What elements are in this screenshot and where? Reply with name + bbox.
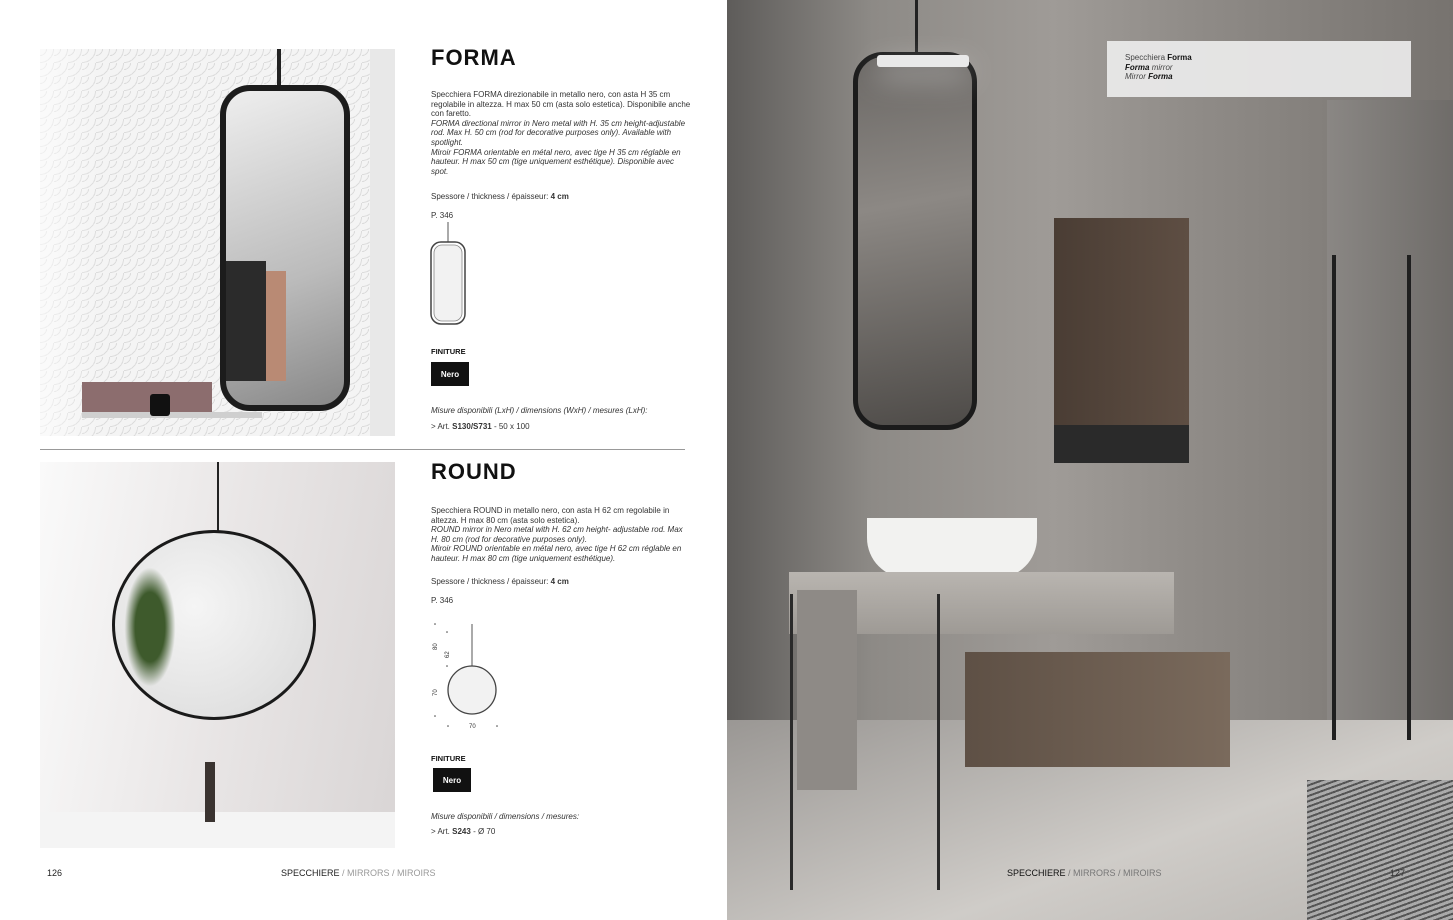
- caption-text-bold: Forma: [1148, 72, 1173, 82]
- dim-width: 70: [469, 724, 476, 730]
- section-name: SPECCHIERE: [1007, 868, 1066, 878]
- section-footer-right: [1007, 868, 1162, 878]
- round-description: [431, 506, 691, 564]
- forma-finish-swatch-nero: Nero: [431, 362, 469, 386]
- caption-line-1: [1125, 53, 1393, 63]
- forma-article: [431, 422, 530, 431]
- bathroom-photo: [727, 0, 1453, 920]
- round-finish-swatch-nero: Nero: [433, 768, 471, 792]
- forma-sizes-label: Misure disponibili (LxH) / dimensions (WxH) / mesures (LxH):: [431, 406, 648, 415]
- section-name: SPECCHIERE: [281, 868, 340, 878]
- desc-it: Specchiera ROUND in metallo nero, con asta H 62 cm regolabile in altezza. H max 80 cm (asta solo estetica).: [431, 506, 670, 525]
- caption-line-2: [1125, 63, 1393, 73]
- art-code: S243: [452, 827, 471, 836]
- forma-technical-drawing: [428, 222, 472, 330]
- art-prefix: > Art.: [431, 422, 450, 431]
- round-thickness: [431, 577, 569, 586]
- round-sizes-label: Misure disponibili / dimensions / mesures:: [431, 812, 580, 821]
- forma-thickness: [431, 192, 569, 201]
- round-title: ROUND: [431, 459, 517, 484]
- round-page-ref: P. 346: [431, 596, 454, 605]
- caption-text: mirror: [1151, 62, 1173, 72]
- page-number-right: 127: [1390, 868, 1406, 878]
- basin: [867, 518, 1037, 578]
- desc-fr: Miroir FORMA orientable en métal nero, avec tige H 35 cm réglable en hauteur. H max 50 cm (tige uniquement esthétique). Disponible avec spot.: [431, 147, 681, 176]
- desc-en: ROUND mirror in Nero metal with H. 62 cm height- adjustable rod. Max H. 80 cm (rod for decorative purposes only).: [431, 525, 683, 544]
- art-prefix: > Art.: [431, 827, 450, 836]
- caption-text: Specchiera: [1125, 53, 1166, 62]
- forma-page-ref: P. 346: [431, 211, 454, 220]
- caption-text-bold: Forma: [1167, 53, 1192, 62]
- section-translations: / MIRRORS / MIROIRS: [339, 868, 436, 878]
- photo-caption-box: [1107, 41, 1411, 97]
- forma-finishes-label: FINITURE: [431, 347, 466, 356]
- desc-en: FORMA directional mirror in Nero metal with H. 35 cm height-adjustable rod. Max H. 50 cm (rod for decorative purposes only). Available with spotlight.: [431, 118, 686, 147]
- caption-line-3: [1125, 72, 1393, 82]
- thickness-value: 4 cm: [550, 577, 569, 586]
- desc-it: Specchiera FORMA direzionabile in metallo nero, con asta H 35 cm regolabile in altezza. H max 50 cm (asta solo estetica). Disponibile anche con faretto.: [431, 90, 691, 119]
- dim-total-height: 80: [433, 643, 439, 650]
- caption-text: Mirror: [1125, 72, 1146, 82]
- round-finishes-label: FINITURE: [431, 754, 466, 763]
- round-article: [431, 827, 495, 836]
- page-number-left: 126: [47, 868, 63, 878]
- forma-mirror-installed: [853, 52, 977, 430]
- round-technical-drawing: [426, 618, 506, 730]
- thickness-label: Spessore / thickness / épaisseur:: [431, 577, 549, 586]
- art-size: - 50 x 100: [493, 422, 530, 431]
- desc-fr: Miroir ROUND orientable en métal nero, avec tige H 62 cm réglable en hauteur. H max 80 cm (tige uniquement esthétique).: [431, 544, 682, 563]
- section-divider: [40, 449, 685, 450]
- forma-photo: [40, 49, 395, 436]
- thickness-label: Spessore / thickness / épaisseur:: [431, 192, 549, 201]
- forma-description: [431, 90, 691, 176]
- section-footer-left: [281, 868, 436, 878]
- thickness-value: 4 cm: [550, 192, 569, 201]
- forma-title: FORMA: [431, 45, 517, 70]
- caption-text-bold: Forma: [1125, 62, 1150, 72]
- dim-height: 70: [433, 689, 439, 696]
- drawer-unit: [965, 652, 1230, 767]
- dim-rod: 62: [445, 651, 451, 658]
- section-translations: / MIRRORS / MIROIRS: [1065, 868, 1162, 878]
- art-size: - Ø 70: [473, 827, 496, 836]
- forma-mirror: [220, 85, 350, 411]
- round-photo: [40, 462, 395, 848]
- art-code: S130/S731: [452, 422, 492, 431]
